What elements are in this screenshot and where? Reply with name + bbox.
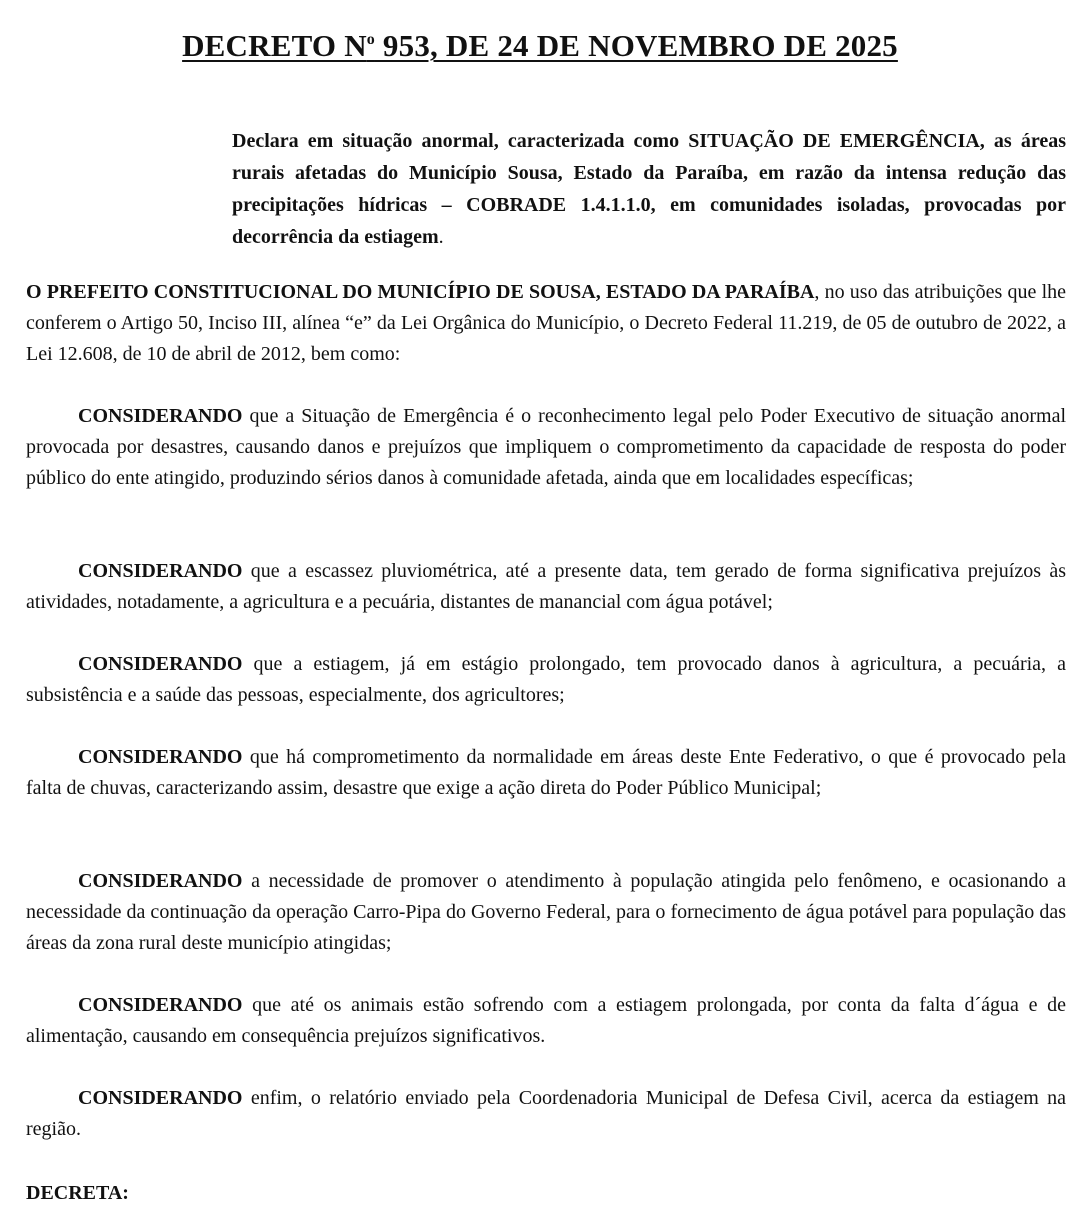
title-ordinal: o <box>366 31 375 48</box>
whereas-label: CONSIDERANDO <box>78 1087 243 1109</box>
whereas-text: que até os animais estão sofrendo com a estiagem prolongada, por conta da falta d´água e de alimentação, causando em consequência prejuízos significativos. <box>26 994 1066 1047</box>
whereas-clause-4 <box>26 742 1066 804</box>
title-suffix: 953, DE 24 DE NOVEMBRO DE 2025 <box>374 28 898 63</box>
summary-text: Declara em situação anormal, caracterizada como SITUAÇÃO DE EMERGÊNCIA, as áreas rurais afetadas do Município Sousa, Estado da Paraíba, em razão da intensa redução das precipitações hídricas – COBRADE 1.4.1.1.0, em comunidades isoladas, provocadas por decorrência da estiagem <box>232 130 1066 248</box>
whereas-text: que há comprometimento da normalidade em áreas deste Ente Federativo, o que é provocado pela falta de chuvas, caracterizando assim, desastre que exige a ação direta do Poder Público Municipal; <box>26 746 1066 799</box>
decree-summary <box>232 125 1066 253</box>
whereas-clause-7 <box>26 1083 1066 1145</box>
whereas-clause-1 <box>26 401 1066 494</box>
decree-title <box>0 18 1080 68</box>
whereas-clause-3 <box>26 649 1066 711</box>
preamble-text: , no uso das atribuições que lhe conferem o Artigo 50, Inciso III, alínea “e” da Lei Orgânica do Município, o Decreto Federal 11.219, de 05 de outubro de 2022, a Lei 12.608, de 10 de abril de 2012, bem como: <box>26 281 1067 365</box>
whereas-clause-5 <box>26 866 1066 959</box>
whereas-label: CONSIDERANDO <box>78 994 243 1016</box>
whereas-text: que a Situação de Emergência é o reconhecimento legal pelo Poder Executivo de situação anormal provocada por desastres, causando danos e prejuízos que impliquem o comprometimento da capacidade de resposta do poder público do ente atingido, produzindo sérios danos à comunidade afetada, ainda que em localidades específicas; <box>26 405 1066 489</box>
whereas-label: CONSIDERANDO <box>78 405 243 427</box>
whereas-label: CONSIDERANDO <box>78 746 243 768</box>
preamble-authority: O PREFEITO CONSTITUCIONAL DO MUNICÍPIO DE SOUSA, ESTADO DA PARAÍBA <box>26 281 815 303</box>
whereas-text: que a escassez pluviométrica, até a presente data, tem gerado de forma significativa prejuízos às atividades, notadamente, a agricultura e a pecuária, distantes de manancial com água potável; <box>26 560 1066 613</box>
whereas-text: que a estiagem, já em estágio prolongado, tem provocado danos à agricultura, a pecuária, a subsistência e a saúde das pessoas, especialmente, dos agricultores; <box>26 653 1066 706</box>
whereas-label: CONSIDERANDO <box>78 653 243 675</box>
preamble <box>26 277 1066 370</box>
whereas-text: enfim, o relatório enviado pela Coordenadoria Municipal de Defesa Civil, acerca da estiagem na região. <box>26 1087 1066 1140</box>
summary-end: . <box>438 226 444 248</box>
whereas-clause-6 <box>26 990 1066 1052</box>
whereas-label: CONSIDERANDO <box>78 870 243 892</box>
whereas-text: a necessidade de promover o atendimento à população atingida pelo fenômeno, e ocasionando a necessidade da continuação da operação Carro-Pipa do Governo Federal, para o fornecimento de água potável para população das áreas da zona rural deste município atingidas; <box>26 870 1066 954</box>
decrees-heading: DECRETA: <box>26 1182 129 1204</box>
whereas-clause-2 <box>26 556 1066 618</box>
whereas-label: CONSIDERANDO <box>78 560 243 582</box>
title-prefix: DECRETO N <box>182 28 367 63</box>
